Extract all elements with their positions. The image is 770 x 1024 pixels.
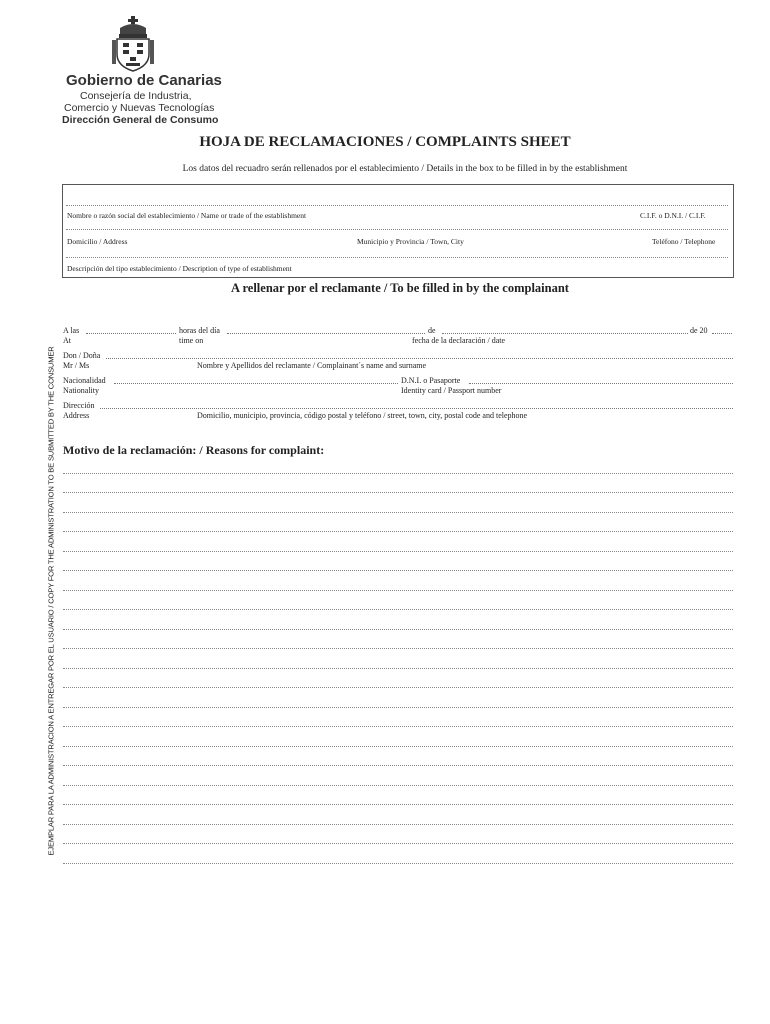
don-label: Don / Doña bbox=[63, 351, 101, 360]
complainant-heading: A rellenar por el reclamante / To be filled in by the complainant bbox=[231, 281, 569, 295]
establishment-name-label: Nombre o razón social del establecimiento / Name or trade of the establishment bbox=[67, 211, 307, 220]
establishment-name-field[interactable] bbox=[66, 205, 728, 206]
side-copy-label: EJEMPLAR PARA LA ADMINISTRACION A ENTREGAR POR EL USUARIO / COPY FOR THE ADMINISTRATION TO BE SUBMITTED BY THE CONSUMER bbox=[46, 346, 56, 855]
phone-label: Teléfono / Telephone bbox=[652, 237, 716, 246]
reason-line[interactable] bbox=[63, 687, 733, 688]
reason-line[interactable] bbox=[63, 824, 733, 825]
reason-line[interactable] bbox=[63, 765, 733, 766]
de-label: de bbox=[428, 326, 436, 335]
reason-line[interactable] bbox=[63, 629, 733, 630]
reason-line[interactable] bbox=[63, 531, 733, 532]
reason-line[interactable] bbox=[63, 863, 733, 864]
reason-line[interactable] bbox=[63, 473, 733, 474]
type-label: Descripción del tipo establecimiento / Description of type of establishment bbox=[67, 264, 292, 273]
reason-line[interactable] bbox=[63, 570, 733, 571]
reason-line[interactable] bbox=[63, 843, 733, 844]
coat-of-arms-logo bbox=[110, 16, 156, 72]
dept-line-3: Dirección General de Consumo bbox=[62, 114, 219, 126]
hours-label: horas del día bbox=[179, 326, 220, 335]
address-label: Domicilio / Address bbox=[67, 237, 128, 246]
establishment-address-field[interactable] bbox=[66, 229, 728, 230]
month-field[interactable] bbox=[442, 333, 688, 334]
reason-line[interactable] bbox=[63, 551, 733, 552]
nationality-label: Nacionalidad bbox=[63, 376, 106, 385]
reason-line[interactable] bbox=[63, 785, 733, 786]
at-label: A las bbox=[63, 326, 80, 335]
cif-label: C.I.F. o D.N.I. / C.I.F. bbox=[640, 211, 706, 220]
reason-line[interactable] bbox=[63, 668, 733, 669]
reason-line[interactable] bbox=[63, 746, 733, 747]
reason-line[interactable] bbox=[63, 726, 733, 727]
dept-line-2: Comercio y Nuevas Tecnologías bbox=[64, 102, 215, 114]
date-label: fecha de la declaración / date bbox=[412, 336, 506, 345]
time-field[interactable] bbox=[86, 333, 176, 334]
de20-label: de 20 bbox=[690, 326, 708, 335]
name-desc-label: Nombre y Apellidos del reclamante / Complainant´s name and surname bbox=[197, 361, 427, 370]
address-field[interactable] bbox=[100, 408, 733, 409]
dni-label: D.N.I. o Pasaporte bbox=[401, 376, 461, 385]
reason-line[interactable] bbox=[63, 512, 733, 513]
nationality-field[interactable] bbox=[114, 383, 398, 384]
establishment-type-field[interactable] bbox=[66, 257, 728, 258]
town-label: Municipio y Provincia / Town, City bbox=[357, 237, 464, 246]
dept-line-1: Consejería de Industria, bbox=[80, 90, 192, 102]
dni-field[interactable] bbox=[469, 383, 733, 384]
address-en-label: Address bbox=[63, 411, 90, 420]
reason-line[interactable] bbox=[63, 492, 733, 493]
org-name: Gobierno de Canarias bbox=[66, 72, 222, 89]
reason-line[interactable] bbox=[63, 707, 733, 708]
reason-line[interactable] bbox=[63, 590, 733, 591]
address-desc-label: Domicilio, municipio, provincia, código postal y teléfono / street, town, city, postal code and telephone bbox=[197, 411, 528, 420]
mr-label: Mr / Ms bbox=[63, 361, 90, 370]
year-field[interactable] bbox=[712, 333, 732, 334]
name-field[interactable] bbox=[106, 358, 733, 359]
reason-line[interactable] bbox=[63, 804, 733, 805]
reason-line[interactable] bbox=[63, 648, 733, 649]
reasons-heading: Motivo de la reclamación: / Reasons for complaint: bbox=[63, 443, 325, 457]
id-label: Identity card / Passport number bbox=[401, 386, 502, 395]
page-title: HOJA DE RECLAMACIONES / COMPLAINTS SHEET bbox=[199, 134, 571, 150]
direccion-label: Dirección bbox=[63, 401, 95, 410]
time-on-label: time on bbox=[179, 336, 204, 345]
at-en-label: At bbox=[63, 336, 71, 345]
page-subtitle: Los datos del recuadro serán rellenados por el establecimiento / Details in the box to be filled in by the establishment bbox=[182, 164, 628, 174]
reason-line[interactable] bbox=[63, 609, 733, 610]
nationality-en-label: Nationality bbox=[63, 386, 99, 395]
day-field[interactable] bbox=[227, 333, 425, 334]
